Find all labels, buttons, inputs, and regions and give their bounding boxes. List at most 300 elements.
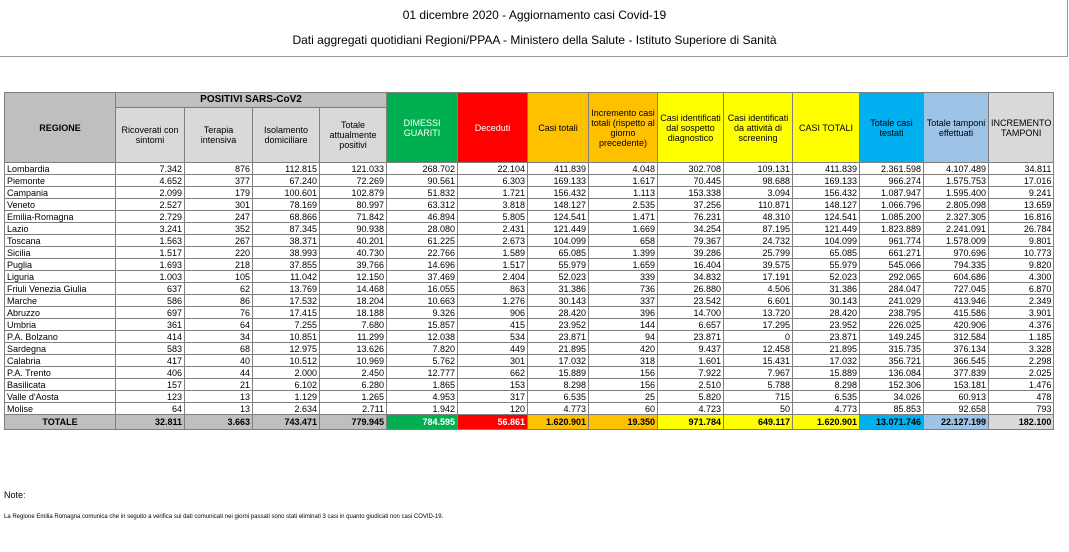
table-cell: 90.561 — [387, 175, 458, 187]
region-name: Friuli Venezia Giulia — [5, 283, 116, 295]
table-cell: 123 — [116, 391, 185, 403]
table-cell: 153.338 — [658, 187, 724, 199]
region-name: Calabria — [5, 355, 116, 367]
table-cell: 637 — [116, 283, 185, 295]
table-row — [5, 163, 1054, 175]
table-cell: 51.832 — [387, 187, 458, 199]
table-row — [5, 247, 1054, 259]
table-cell: 37.469 — [387, 271, 458, 283]
table-cell: 5.805 — [458, 211, 528, 223]
table-cell: 15.889 — [793, 367, 860, 379]
table-cell: 1.669 — [589, 223, 658, 235]
region-name: Lazio — [5, 223, 116, 235]
table-cell: 64 — [116, 403, 185, 415]
table-cell: 30.143 — [793, 295, 860, 307]
total-cell: 1.620.901 — [528, 415, 589, 430]
table-row — [5, 283, 1054, 295]
table-cell: 1.517 — [116, 247, 185, 259]
table-cell: 46.894 — [387, 211, 458, 223]
table-cell: 417 — [116, 355, 185, 367]
table-cell: 12.975 — [253, 343, 320, 355]
table-cell: 21.895 — [793, 343, 860, 355]
table-cell: 411.839 — [528, 163, 589, 175]
table-cell: 26.784 — [989, 223, 1054, 235]
total-cell: 1.620.901 — [793, 415, 860, 430]
table-cell: 604.686 — [924, 271, 989, 283]
table-cell: 1.721 — [458, 187, 528, 199]
table-cell: 5.762 — [387, 355, 458, 367]
table-cell: 3.818 — [458, 199, 528, 211]
table-cell: 100.601 — [253, 187, 320, 199]
region-name: Molise — [5, 403, 116, 415]
table-cell: 38.371 — [253, 235, 320, 247]
table-cell: 15.431 — [724, 355, 793, 367]
table-cell: 352 — [185, 223, 253, 235]
table-cell: 736 — [589, 283, 658, 295]
table-cell: 62 — [185, 283, 253, 295]
table-cell: 2.241.091 — [924, 223, 989, 235]
table-cell: 2.361.598 — [860, 163, 924, 175]
table-cell: 966.274 — [860, 175, 924, 187]
table-cell: 7.255 — [253, 319, 320, 331]
table-cell: 39.286 — [658, 247, 724, 259]
table-cell: 414 — [116, 331, 185, 343]
table-cell: 105 — [185, 271, 253, 283]
table-cell: 4.048 — [589, 163, 658, 175]
total-cell: 3.663 — [185, 415, 253, 430]
col-header-ricoverati: Ricoverati con sintomi — [116, 108, 185, 163]
table-cell: 1.575.753 — [924, 175, 989, 187]
table-cell: 697 — [116, 307, 185, 319]
table-cell: 13 — [185, 391, 253, 403]
table-cell: 1.129 — [253, 391, 320, 403]
table-cell: 61.225 — [387, 235, 458, 247]
table-cell: 545.066 — [860, 259, 924, 271]
table-cell: 152.306 — [860, 379, 924, 391]
table-cell: 153.181 — [924, 379, 989, 391]
table-cell: 2.431 — [458, 223, 528, 235]
table-cell: 4.376 — [989, 319, 1054, 331]
table-cell: 3.094 — [724, 187, 793, 199]
table-cell: 312.584 — [924, 331, 989, 343]
table-cell: 34.832 — [658, 271, 724, 283]
table-cell: 1.823.889 — [860, 223, 924, 235]
table-cell: 337 — [589, 295, 658, 307]
table-cell: 8.298 — [528, 379, 589, 391]
table-cell: 13 — [185, 403, 253, 415]
table-cell: 169.133 — [528, 175, 589, 187]
region-name: Marche — [5, 295, 116, 307]
table-cell: 534 — [458, 331, 528, 343]
table-row — [5, 199, 1054, 211]
table-cell: 28.420 — [793, 307, 860, 319]
table-row — [5, 391, 1054, 403]
table-cell: 65.085 — [793, 247, 860, 259]
table-cell: 16.816 — [989, 211, 1054, 223]
table-cell: 40.730 — [320, 247, 387, 259]
table-cell: 31.386 — [793, 283, 860, 295]
table-cell: 121.449 — [528, 223, 589, 235]
table-cell: 4.107.489 — [924, 163, 989, 175]
table-cell: 2.025 — [989, 367, 1054, 379]
table-cell: 2.099 — [116, 187, 185, 199]
table-cell: 3.901 — [989, 307, 1054, 319]
table-cell: 2.711 — [320, 403, 387, 415]
table-cell: 5.820 — [658, 391, 724, 403]
region-name: Valle d'Aosta — [5, 391, 116, 403]
table-cell: 2.349 — [989, 295, 1054, 307]
table-cell: 18.204 — [320, 295, 387, 307]
table-cell: 9.801 — [989, 235, 1054, 247]
table-cell: 148.127 — [528, 199, 589, 211]
table-cell: 70.445 — [658, 175, 724, 187]
region-name: Lombardia — [5, 163, 116, 175]
table-cell: 10.512 — [253, 355, 320, 367]
table-cell: 22.104 — [458, 163, 528, 175]
table-cell: 662 — [458, 367, 528, 379]
region-name: Abruzzo — [5, 307, 116, 319]
table-cell: 241.029 — [860, 295, 924, 307]
table-cell: 906 — [458, 307, 528, 319]
table-cell: 10.773 — [989, 247, 1054, 259]
table-cell: 9.326 — [387, 307, 458, 319]
col-header-dimessi: DIMESSI GUARITI — [387, 93, 458, 163]
table-cell: 39.575 — [724, 259, 793, 271]
table-cell: 586 — [116, 295, 185, 307]
table-row — [5, 331, 1054, 343]
region-name: P.A. Trento — [5, 367, 116, 379]
total-cell: 784.595 — [387, 415, 458, 430]
table-cell: 71.842 — [320, 211, 387, 223]
table-cell: 1.185 — [989, 331, 1054, 343]
table-cell: 2.527 — [116, 199, 185, 211]
table-cell: 1.399 — [589, 247, 658, 259]
table-cell: 1.865 — [387, 379, 458, 391]
table-cell: 1.595.400 — [924, 187, 989, 199]
table-cell: 7.820 — [387, 343, 458, 355]
table-cell: 4.773 — [793, 403, 860, 415]
table-cell: 16.055 — [387, 283, 458, 295]
note-label: Note: — [4, 490, 26, 500]
table-cell: 218 — [185, 259, 253, 271]
table-cell: 38.993 — [253, 247, 320, 259]
table-cell: 94 — [589, 331, 658, 343]
table-cell: 10.851 — [253, 331, 320, 343]
table-cell: 1.589 — [458, 247, 528, 259]
table-cell: 21.895 — [528, 343, 589, 355]
table-cell: 302.708 — [658, 163, 724, 175]
table-cell: 37.855 — [253, 259, 320, 271]
table-cell: 14.468 — [320, 283, 387, 295]
table-cell: 411.839 — [793, 163, 860, 175]
table-cell: 876 — [185, 163, 253, 175]
table-cell: 52.023 — [793, 271, 860, 283]
table-cell: 157 — [116, 379, 185, 391]
table-cell: 1.087.947 — [860, 187, 924, 199]
table-cell: 23.871 — [658, 331, 724, 343]
col-header-casi-totali-2: CASI TOTALI — [793, 93, 860, 163]
table-cell: 68.866 — [253, 211, 320, 223]
table-cell: 715 — [724, 391, 793, 403]
table-cell: 13.769 — [253, 283, 320, 295]
table-cell: 2.404 — [458, 271, 528, 283]
total-cell: 182.100 — [989, 415, 1054, 430]
table-cell: 406 — [116, 367, 185, 379]
col-header-casi-totali: Casi totali — [528, 93, 589, 163]
table-cell: 970.696 — [924, 247, 989, 259]
table-cell: 377 — [185, 175, 253, 187]
table-cell: 2.510 — [658, 379, 724, 391]
total-label: TOTALE — [5, 415, 116, 430]
table-cell: 267 — [185, 235, 253, 247]
table-cell: 68 — [185, 343, 253, 355]
table-cell: 2.327.305 — [924, 211, 989, 223]
table-cell: 124.541 — [793, 211, 860, 223]
table-cell: 52.023 — [528, 271, 589, 283]
table-cell: 92.658 — [924, 403, 989, 415]
table-cell: 1.942 — [387, 403, 458, 415]
table-cell: 11.299 — [320, 331, 387, 343]
table-cell: 17.532 — [253, 295, 320, 307]
table-row — [5, 367, 1054, 379]
table-cell: 110.871 — [724, 199, 793, 211]
table-cell: 153 — [458, 379, 528, 391]
total-cell: 22.127.199 — [924, 415, 989, 430]
table-cell: 40 — [185, 355, 253, 367]
table-row — [5, 211, 1054, 223]
table-cell: 3.328 — [989, 343, 1054, 355]
table-cell: 10.663 — [387, 295, 458, 307]
table-cell: 86 — [185, 295, 253, 307]
table-cell: 6.601 — [724, 295, 793, 307]
table-cell: 1.113 — [589, 187, 658, 199]
table-cell: 415 — [458, 319, 528, 331]
table-cell: 9.241 — [989, 187, 1054, 199]
table-cell: 149.245 — [860, 331, 924, 343]
col-header-totale-positivi: Totale attualmente positivi — [320, 108, 387, 163]
table-cell: 2.729 — [116, 211, 185, 223]
table-cell: 10.969 — [320, 355, 387, 367]
table-cell: 72.269 — [320, 175, 387, 187]
region-name: Umbria — [5, 319, 116, 331]
table-cell: 6.870 — [989, 283, 1054, 295]
table-cell: 12.150 — [320, 271, 387, 283]
table-cell: 1.517 — [458, 259, 528, 271]
table-cell: 34.254 — [658, 223, 724, 235]
table-cell: 6.303 — [458, 175, 528, 187]
table-cell: 794.335 — [924, 259, 989, 271]
table-cell: 17.032 — [793, 355, 860, 367]
table-cell: 366.545 — [924, 355, 989, 367]
table-row — [5, 259, 1054, 271]
table-cell: 863 — [458, 283, 528, 295]
table-cell: 238.795 — [860, 307, 924, 319]
region-name: Puglia — [5, 259, 116, 271]
table-cell: 14.700 — [658, 307, 724, 319]
table-cell: 8.298 — [793, 379, 860, 391]
table-cell: 1.471 — [589, 211, 658, 223]
table-cell: 583 — [116, 343, 185, 355]
region-name: Campania — [5, 187, 116, 199]
table-cell: 11.042 — [253, 271, 320, 283]
table-row — [5, 235, 1054, 247]
table-cell: 268.702 — [387, 163, 458, 175]
table-cell: 376.134 — [924, 343, 989, 355]
table-cell: 28.420 — [528, 307, 589, 319]
table-cell: 413.946 — [924, 295, 989, 307]
table-cell: 23.871 — [528, 331, 589, 343]
table-cell: 1.085.200 — [860, 211, 924, 223]
table-cell: 17.032 — [528, 355, 589, 367]
table-cell: 1.601 — [658, 355, 724, 367]
table-row — [5, 343, 1054, 355]
table-cell: 7.967 — [724, 367, 793, 379]
table-cell: 961.774 — [860, 235, 924, 247]
table-cell: 17.295 — [724, 319, 793, 331]
table-cell: 2.634 — [253, 403, 320, 415]
table-cell: 420.906 — [924, 319, 989, 331]
table-cell: 5.788 — [724, 379, 793, 391]
col-header-incremento-casi: Incremento casi totali (rispetto al giorno precedente) — [589, 93, 658, 163]
table-cell: 85.853 — [860, 403, 924, 415]
table-cell: 415.586 — [924, 307, 989, 319]
table-row — [5, 271, 1054, 283]
table-cell: 4.723 — [658, 403, 724, 415]
region-name: Basilicata — [5, 379, 116, 391]
table-cell: 80.997 — [320, 199, 387, 211]
col-header-isolamento: Isolamento domiciliare — [253, 108, 320, 163]
table-cell: 14.696 — [387, 259, 458, 271]
table-cell: 1.693 — [116, 259, 185, 271]
col-header-terapia-intensiva: Terapia intensiva — [185, 108, 253, 163]
table-cell: 17.191 — [724, 271, 793, 283]
table-cell: 1.578.009 — [924, 235, 989, 247]
table-cell: 318 — [589, 355, 658, 367]
table-cell: 0 — [724, 331, 793, 343]
table-cell: 44 — [185, 367, 253, 379]
table-cell: 220 — [185, 247, 253, 259]
table-cell: 26.880 — [658, 283, 724, 295]
table-cell: 30.143 — [528, 295, 589, 307]
total-cell: 971.784 — [658, 415, 724, 430]
table-cell: 79.367 — [658, 235, 724, 247]
table-cell: 1.003 — [116, 271, 185, 283]
col-header-tamponi: Totale tamponi effettuati — [924, 93, 989, 163]
table-cell: 727.045 — [924, 283, 989, 295]
table-cell: 156.432 — [793, 187, 860, 199]
region-name: P.A. Bolzano — [5, 331, 116, 343]
table-cell: 90.938 — [320, 223, 387, 235]
table-cell: 65.085 — [528, 247, 589, 259]
table-cell: 12.777 — [387, 367, 458, 379]
total-cell: 56.861 — [458, 415, 528, 430]
table-cell: 112.815 — [253, 163, 320, 175]
group-header-positivi: POSITIVI SARS-CoV2 — [116, 93, 387, 108]
table-cell: 339 — [589, 271, 658, 283]
total-cell: 779.945 — [320, 415, 387, 430]
table-cell: 4.953 — [387, 391, 458, 403]
table-cell: 15.857 — [387, 319, 458, 331]
table-cell: 109.131 — [724, 163, 793, 175]
table-cell: 104.099 — [793, 235, 860, 247]
table-cell: 7.342 — [116, 163, 185, 175]
table-cell: 120 — [458, 403, 528, 415]
table-cell: 156.432 — [528, 187, 589, 199]
table-cell: 4.652 — [116, 175, 185, 187]
table-cell: 169.133 — [793, 175, 860, 187]
table-cell: 156 — [589, 379, 658, 391]
table-cell: 34 — [185, 331, 253, 343]
table-cell: 247 — [185, 211, 253, 223]
table-cell: 793 — [989, 403, 1054, 415]
region-name: Sicilia — [5, 247, 116, 259]
table-cell: 1.066.796 — [860, 199, 924, 211]
table-cell: 361 — [116, 319, 185, 331]
region-name: Emilia-Romagna — [5, 211, 116, 223]
table-cell: 6.102 — [253, 379, 320, 391]
table-cell: 2.450 — [320, 367, 387, 379]
table-cell: 31.386 — [528, 283, 589, 295]
table-cell: 17.415 — [253, 307, 320, 319]
table-cell: 76.231 — [658, 211, 724, 223]
table-cell: 40.201 — [320, 235, 387, 247]
page-subtitle: Dati aggregati quotidiani Regioni/PPAA - Ministero della Salute - Istituto Superiore di Sanità — [292, 33, 777, 47]
region-name: Veneto — [5, 199, 116, 211]
table-cell: 34.811 — [989, 163, 1054, 175]
table-cell: 55.979 — [793, 259, 860, 271]
total-cell: 32.811 — [116, 415, 185, 430]
covid-data-table — [4, 92, 1054, 430]
table-cell: 13.626 — [320, 343, 387, 355]
table-cell: 2.673 — [458, 235, 528, 247]
table-cell: 18.188 — [320, 307, 387, 319]
table-cell: 6.535 — [793, 391, 860, 403]
col-header-sospetto-diagnostico: Casi identificati dal sospetto diagnostico — [658, 93, 724, 163]
table-row — [5, 379, 1054, 391]
table-cell: 22.766 — [387, 247, 458, 259]
col-header-deceduti: Deceduti — [458, 93, 528, 163]
table-cell: 292.065 — [860, 271, 924, 283]
table-cell: 67.240 — [253, 175, 320, 187]
table-cell: 7.922 — [658, 367, 724, 379]
table-cell: 15.889 — [528, 367, 589, 379]
table-cell: 48.310 — [724, 211, 793, 223]
page-title: 01 dicembre 2020 - Aggiornamento casi Covid-19 — [402, 8, 667, 22]
table-cell: 12.038 — [387, 331, 458, 343]
table-cell: 4.300 — [989, 271, 1054, 283]
table-cell: 37.256 — [658, 199, 724, 211]
table-cell: 60.913 — [924, 391, 989, 403]
table-cell: 24.732 — [724, 235, 793, 247]
total-cell: 19.350 — [589, 415, 658, 430]
table-cell: 121.449 — [793, 223, 860, 235]
table-cell: 7.680 — [320, 319, 387, 331]
table-cell: 6.280 — [320, 379, 387, 391]
table-row — [5, 307, 1054, 319]
table-cell: 377.839 — [924, 367, 989, 379]
table-cell: 21 — [185, 379, 253, 391]
table-row — [5, 223, 1054, 235]
table-row — [5, 355, 1054, 367]
region-name: Sardegna — [5, 343, 116, 355]
table-cell: 9.437 — [658, 343, 724, 355]
total-row — [5, 415, 1054, 430]
table-cell: 87.195 — [724, 223, 793, 235]
col-header-screening: Casi identificati da attività di screening — [724, 93, 793, 163]
table-row — [5, 175, 1054, 187]
table-cell: 13.659 — [989, 199, 1054, 211]
table-cell: 661.271 — [860, 247, 924, 259]
